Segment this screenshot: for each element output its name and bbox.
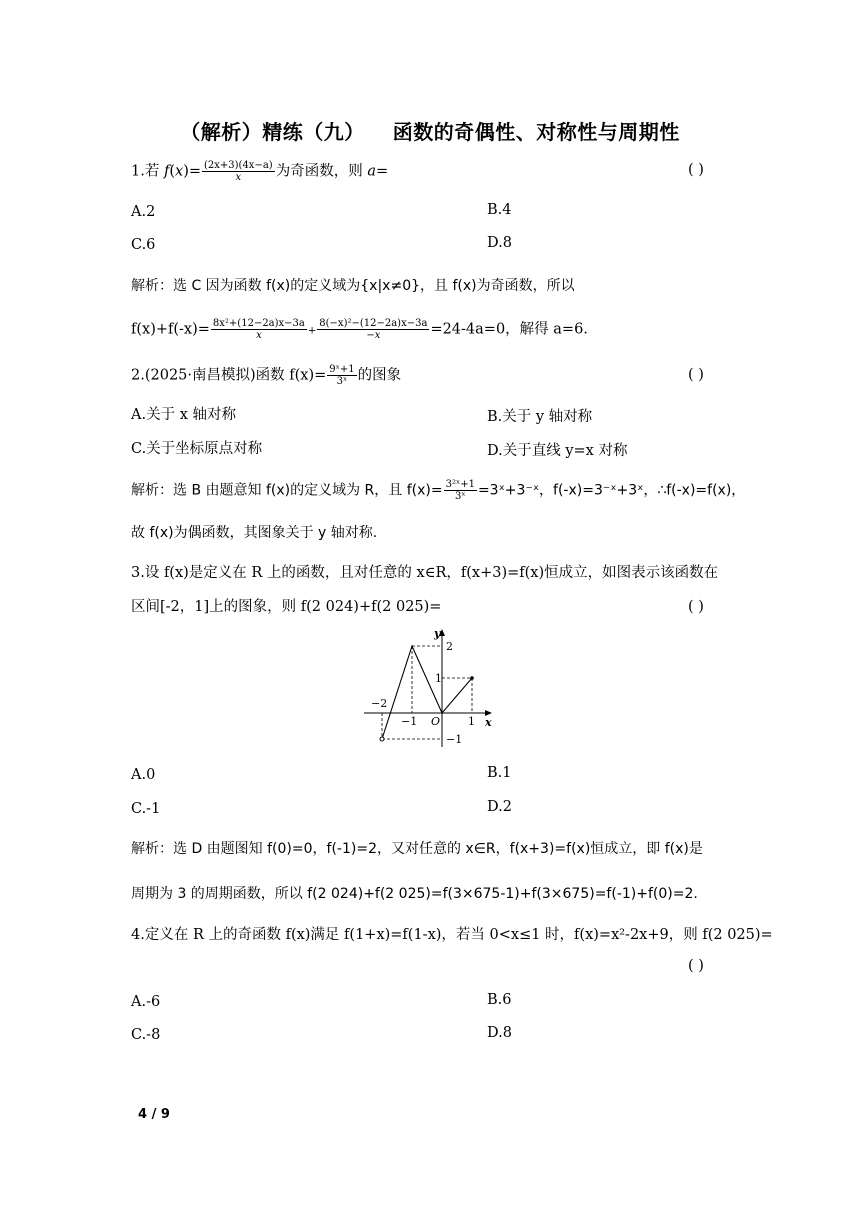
title-left: （解析）精练（九） bbox=[180, 120, 365, 144]
y-tick-neg1: −1 bbox=[446, 733, 463, 746]
q2-option-b: B.关于 y 轴对称 bbox=[487, 409, 593, 425]
q1-answer-blank: ( ) bbox=[688, 162, 704, 178]
q3-stem-line2: 区间[-2，1]上的图象，则 f(2 024)+f(2 025)= bbox=[131, 599, 442, 615]
q3-option-d: D.2 bbox=[487, 799, 512, 815]
function-graph bbox=[360, 625, 500, 750]
q1-option-a: A.2 bbox=[131, 204, 156, 220]
q4-answer-blank: ( ) bbox=[688, 958, 704, 974]
q2-option-c: C.关于坐标原点对称 bbox=[131, 441, 263, 457]
q3-stem-line1: 3.设 f(x)是定义在 R 上的函数，且对任意的 x∈R，f(x+3)=f(x)恒成立，如图表示该函数在 bbox=[131, 565, 719, 581]
x-axis-label: x bbox=[485, 716, 492, 729]
closed-endpoint bbox=[470, 676, 474, 680]
q3-solution-line2: 周期为 3 的周期函数，所以 f(2 024)+f(2 025)=f(3×675-1)+f(3×675)=f(-1)+f(0)=2. bbox=[131, 886, 698, 902]
q3-answer-blank: ( ) bbox=[688, 599, 704, 615]
y-tick-2: 2 bbox=[446, 640, 453, 653]
q3-option-b: B.1 bbox=[487, 765, 512, 781]
open-endpoint bbox=[380, 737, 384, 741]
q1-option-d: D.8 bbox=[487, 235, 512, 251]
q1-stem: 1.若 f(x)= $\frac{(2x+3)(4x-a)}{x}$ 为奇函数，则 a= bbox=[131, 160, 389, 183]
q2-answer-blank: ( ) bbox=[688, 367, 704, 383]
y-tick-1: 1 bbox=[435, 672, 442, 685]
x-tick-neg1: −1 bbox=[401, 715, 418, 728]
page-number: 4 / 9 bbox=[138, 1107, 170, 1122]
q1-option-c: C.6 bbox=[131, 237, 156, 253]
q4-option-b: B.6 bbox=[487, 992, 512, 1008]
q3-option-c: C.-1 bbox=[131, 801, 161, 817]
q1-option-b: B.4 bbox=[487, 202, 512, 218]
x-tick-1: 1 bbox=[468, 715, 475, 728]
function-curve bbox=[382, 646, 472, 739]
page-title bbox=[0, 116, 860, 145]
title-right: 函数的奇偶性、对称性与周期性 bbox=[392, 120, 680, 144]
q3-option-a: A.0 bbox=[131, 767, 156, 783]
origin-label: O bbox=[431, 715, 441, 728]
q4-option-d: D.8 bbox=[487, 1025, 512, 1041]
q3-solution-line1: 解析：选 D 由题图知 f(0)=0，f(-1)=2，又对任意的 x∈R，f(x+3)=f(x)恒成立，即 f(x)是 bbox=[131, 841, 703, 857]
q2-solution-line2: 故 f(x)为偶函数，其图象关于 y 轴对称. bbox=[131, 525, 378, 541]
q2-option-a: A.关于 x 轴对称 bbox=[131, 407, 236, 423]
q2-stem: 2.(2025·南昌模拟)函数 f(x)= $\frac{\text{9ˣ+1}}{\text{3ˣ}}$ 的图象 bbox=[131, 364, 402, 387]
q1-solution-line2: f(x)+f(-x)= $\frac{\text{8x²+(12−2a)x−3a}}{x}$ + $\frac{\text{8(−x)²−(12−2a)x−3a}}{-x}$ =24-4a=0，解得 a=6. bbox=[131, 318, 588, 341]
q2-option-d: D.关于直线 y=x 对称 bbox=[487, 443, 628, 459]
y-axis-label: y bbox=[434, 627, 441, 640]
q4-stem: 4.定义在 R 上的奇函数 f(x)满足 f(1+x)=f(1-x)，若当 0<x≤1 时，f(x)=x²-2x+9，则 f(2 025)= bbox=[131, 927, 773, 943]
q1-fraction: $\frac{(2x+3)(4x-a)}{x}$ bbox=[204, 160, 273, 183]
q4-option-c: C.-8 bbox=[131, 1027, 161, 1043]
q2-solution-line1: 解析：选 B 由题意知 f(x)的定义域为 R，且 f(x)= $\frac{\text{3²ˣ+1}}{\text{3ˣ}}$ =3ˣ+3⁻ˣ，f(-x)=3⁻ˣ+3ˣ，∴f(-x)=f(x)， bbox=[131, 479, 746, 502]
q1-solution-line1: 解析：选 C 因为函数 f(x)的定义域为{x|x≠0}，且 f(x)为奇函数，所以 bbox=[131, 278, 575, 294]
x-tick-neg2: −2 bbox=[371, 697, 388, 710]
q4-option-a: A.-6 bbox=[131, 994, 161, 1010]
